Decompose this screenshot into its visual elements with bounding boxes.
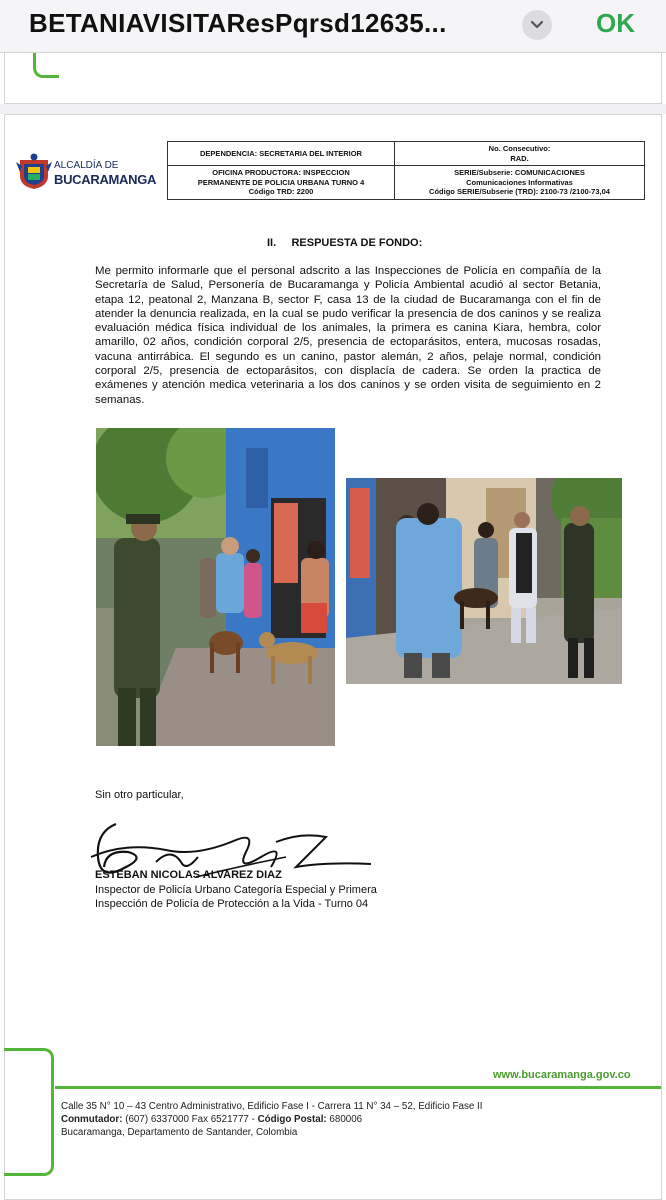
- conmutador-value: (607) 6337000 Fax 6521777 -: [122, 1114, 258, 1125]
- logo-text-alcaldia: ALCALDÍA DE: [54, 160, 119, 171]
- signer-office: Inspección de Policía de Protección a la Vida - Turno 04: [95, 898, 369, 910]
- consecutivo-cell: [395, 142, 645, 166]
- oficina-cell: [168, 166, 395, 200]
- serie-cell: [395, 166, 645, 200]
- oficina-line2: PERMANENTE DE POLICIA URBANA TURNO 4: [197, 177, 365, 187]
- chevron-down-icon: [530, 20, 544, 30]
- page-border-decoration: [33, 52, 59, 78]
- inspection-photo-1: [96, 428, 335, 746]
- signer-title: Inspector de Policía Urbano Categoría Especial y Primera: [95, 884, 377, 896]
- logo-text-bucaramanga: BUCARAMANGA: [54, 172, 157, 187]
- signoff-text: Sin otro particular,: [95, 789, 184, 801]
- footer-address: Calle 35 N° 10 – 43 Centro Administrativo, Edificio Fase I - Carrera 11 N° 34 – 52, Edificio Fase II: [61, 1101, 483, 1112]
- oficina-line3: Código TRD: 2200: [248, 187, 314, 197]
- serie-line2: Comunicaciones Informativas: [466, 177, 573, 187]
- footer-contact: [61, 1114, 362, 1125]
- footer-city: Bucaramanga, Departamento de Santander, Colombia: [61, 1127, 298, 1138]
- footer-divider: [55, 1086, 661, 1089]
- document-toolbar: [0, 0, 666, 53]
- document-title: BETANIAVISITAResPqrsd12635...: [29, 8, 447, 38]
- title-menu-button[interactable]: [522, 10, 552, 40]
- ok-button[interactable]: OK: [596, 8, 635, 38]
- website-link[interactable]: www.bucaramanga.gov.co: [493, 1069, 631, 1081]
- inspection-photo-2: [346, 478, 622, 684]
- serie-line1: SERIE/Subserie: COMUNICACIONES: [454, 168, 585, 178]
- response-paragraph: Me permito informarle que el personal adscrito a las Inspecciones de Policía en compañía de la Secretaría de Salud, Personería de Bucaramanga y Policía Ambiental acudió al sector Betania, etapa 12, peatonal 2, Manzana B, sector F, casa 13 de la ciudad de Bucaramanga con el fin de atender la denuncia realizada, en la cual se pudo verificar la presencia de dos caninos y se realiza evaluación médica física individual de los animales, la primera es canina Kiara, hembra, color amarillo, 02 años, condición corporal 2/5, presencia de ectoparásitos, entera, mucosas rosadas, vacuna antirrábica. El segundo es un canino, pastor alemán, 2 años, pelaje normal, condición corporal 2/5, presencia de ectoparásitos, con displacía de cadera. Se orden la practica de exámenes y atención medica veterinaria a los dos caninos y se orden visita de seguimiento en 2 semanas.: [95, 265, 601, 406]
- postal-label: Código Postal:: [257, 1114, 327, 1125]
- consecutivo-label: No. Consecutivo:: [488, 144, 551, 154]
- postal-value: 680006: [326, 1114, 363, 1125]
- city-crest-logo: [14, 152, 54, 190]
- conmutador-label: Conmutador:: [61, 1114, 123, 1125]
- section-title: II. RESPUESTA DE FONDO:: [267, 237, 423, 249]
- dependencia-cell: DEPENDENCIA: SECRETARIA DEL INTERIOR: [168, 142, 395, 166]
- previous-page-fragment: [4, 52, 662, 104]
- page-gap: [0, 104, 666, 114]
- signer-name: ESTEBAN NICOLAS ALVAREZ DIAZ: [95, 869, 282, 881]
- rad-label: RAD.: [510, 153, 529, 163]
- document-header-table: [167, 141, 645, 200]
- serie-line3: Código SERIE/Subserie (TRD): 2100-73 /2100-73,04: [429, 187, 610, 197]
- oficina-line1: OFICINA PRODUCTORA: INSPECCION: [212, 168, 350, 178]
- footer-border-decoration: [4, 1048, 54, 1176]
